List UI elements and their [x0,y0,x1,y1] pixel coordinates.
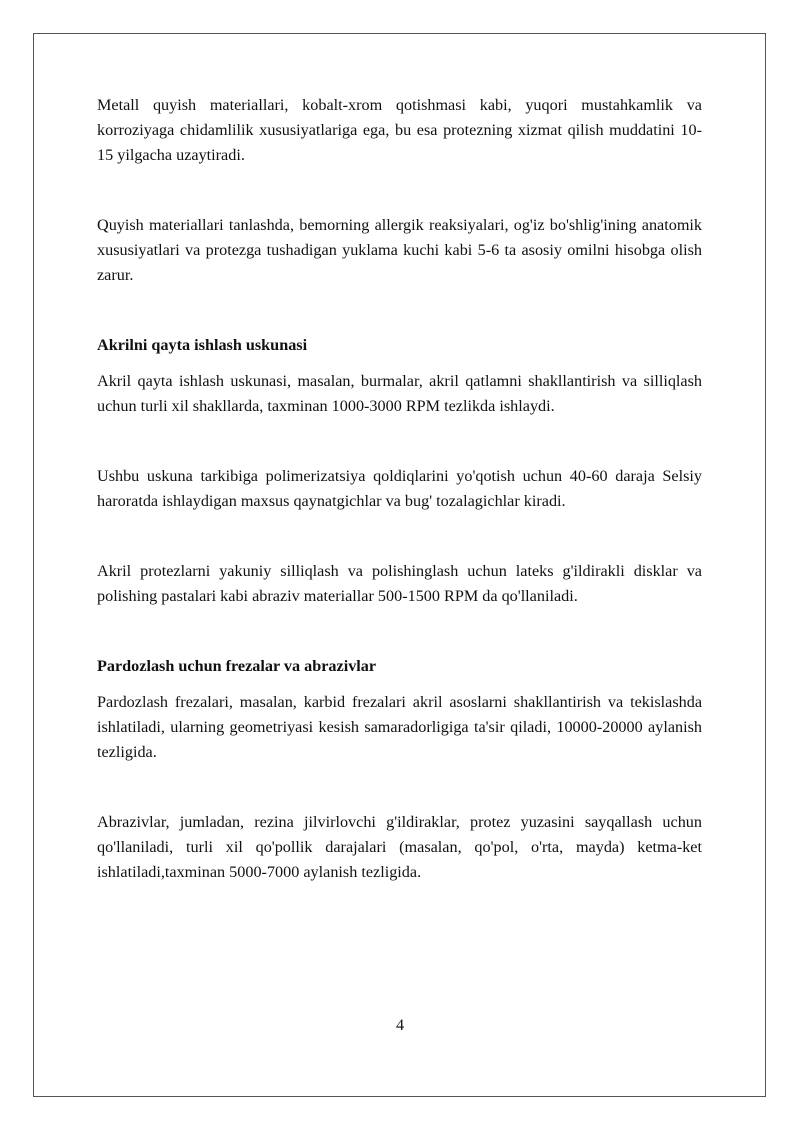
page-number: 4 [395,1016,405,1034]
document-body [97,93,702,885]
paragraph-casting-selection: Quyish materiallari tanlashda, bemorning allergik reaksiyalari, og'iz bo'shlig'ining anatomik xususiyatlari va protezga tushadigan yuklama kuchi kabi 5-6 ta asosiy omilni hisobga olish zarur. [97,216,702,284]
paragraph-polymerization: Ushbu uskuna tarkibiga polimerizatsiya qoldiqlarini yo'qotish uchun 40-60 daraja Selsiy haroratda ishlaydigan maxsus qaynatgichlar va bug' tozalagichlar kiradi. [97,467,702,510]
paragraph-polishing: Akril protezlarni yakuniy silliqlash va polishinglash uchun lateks g'ildirakli disklar va polishing pastalari kabi abraziv materiallar 500-1500 RPM da qo'llaniladi. [97,562,702,605]
section-heading-burs-abrasives: Pardozlash uchun frezalar va abrazivlar [97,657,377,675]
paragraph-acrylic-equipment: Akril qayta ishlash uskunasi, masalan, burmalar, akril qatlamni shakllantirish va silliqlash uchun turli xil shakllarda, taxminan 1000-3000 RPM tezlikda ishlaydi. [97,372,702,415]
paragraph-finishing-burs: Pardozlash frezalari, masalan, karbid frezalari akril asoslarni shakllantirish va tekislashda ishlatiladi, ularning geometriyasi kesish samaradorligiga ta'sir qiladi, 10000-20000 aylanish tezligida. [97,693,702,761]
section-heading-acrylic-equipment: Akrilni qayta ishlash uskunasi [97,336,308,354]
paragraph-metal-casting: Metall quyish materiallari, kobalt-xrom qotishmasi kabi, yuqori mustahkamlik va korroziyaga chidamlilik xususiyatlariga ega, bu esa protezning xizmat qilish muddatini 10-15 yilgacha uzaytiradi. [97,96,702,164]
paragraph-abrasives: Abrazivlar, jumladan, rezina jilvirlovchi g'ildiraklar, protez yuzasini sayqallash uchun qo'llaniladi, turli xil qo'pollik darajalari (masalan, qo'pol, o'rta, mayda) ketma-ket ishlatiladi,taxminan 5000-7000 aylanish tezligida. [97,813,702,881]
